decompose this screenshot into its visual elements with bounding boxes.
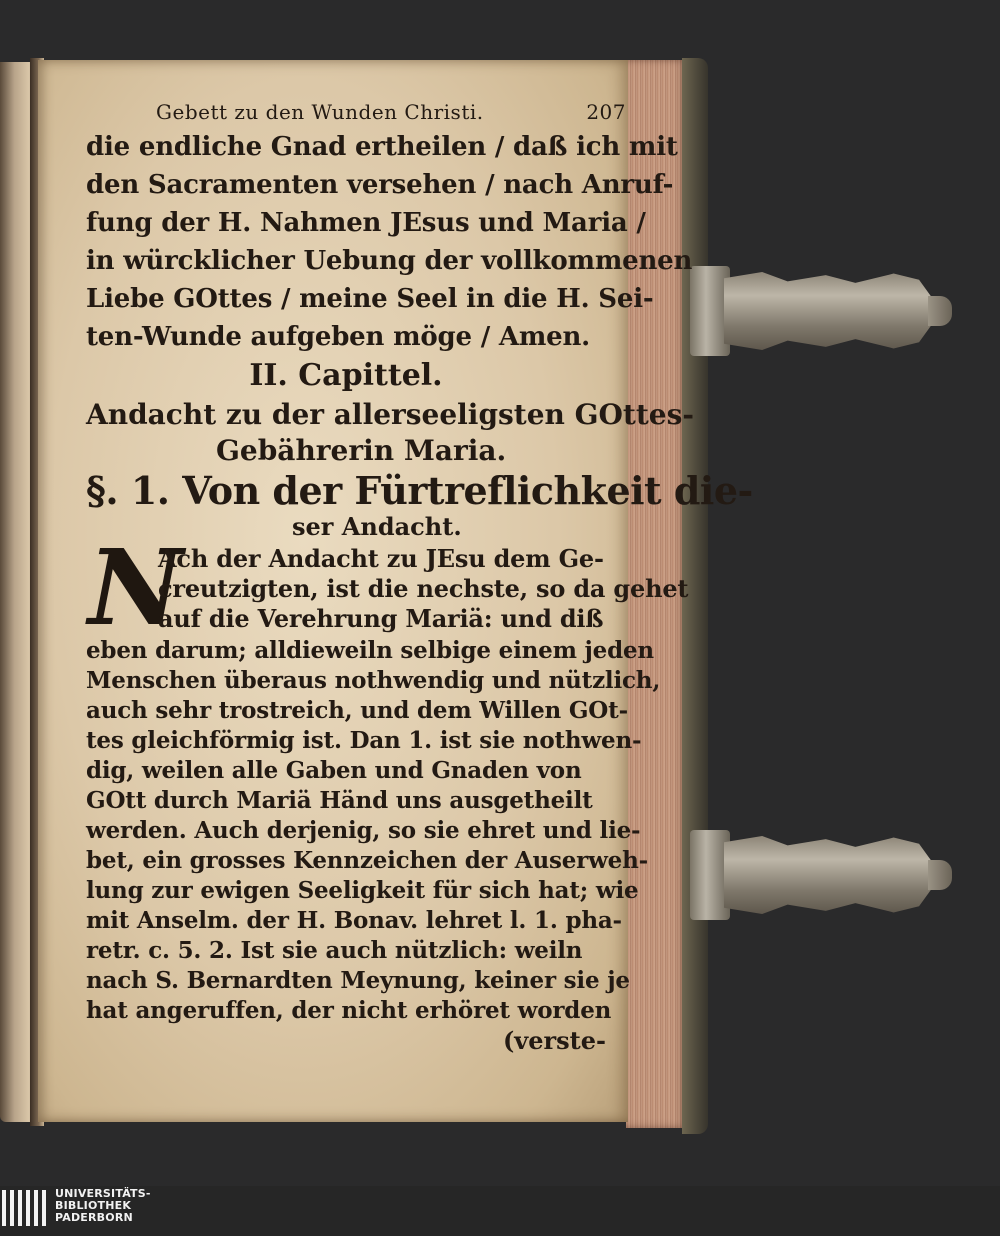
section-heading-line: §. 1. Von der Fürtreflichkeit die- <box>86 468 753 513</box>
running-head-title: Gebett zu den Wunden Christi. <box>156 100 484 124</box>
body-line: Menschen überaus nothwendig und nützlich, <box>86 667 661 694</box>
body-line: retr. c. 5. 2. Ist sie auch nützlich: weiln <box>86 937 583 964</box>
prayer-line: fung der H. Nahmen JEsus und Maria / <box>86 208 646 238</box>
logo-line: UNIVERSITÄTS- <box>55 1187 151 1200</box>
body-line: auf die Verehrung Mariä: und diß <box>158 604 604 633</box>
chapter-heading-line: Andacht zu der allerseeligsten GOttes- <box>86 398 695 431</box>
running-head <box>156 96 626 130</box>
prayer-line: ten-Wunde aufgeben möge / Amen. <box>86 322 591 352</box>
body-line: mit Anselm. der H. Bonav. lehret l. 1. pha- <box>86 907 622 934</box>
body-line: lung zur ewigen Seeligkeit für sich hat; wie <box>86 877 639 904</box>
section-heading-line: ser Andacht. <box>292 512 462 541</box>
body-line: eben darum; alldieweiln selbige einem jeden <box>86 637 654 664</box>
prayer-line: in würcklicher Uebung der vollkommenen <box>86 246 693 276</box>
drop-cap: N <box>88 526 184 649</box>
lower-clasp <box>690 830 952 920</box>
body-line: werden. Auch derjenig, so sie ehret und lie- <box>86 817 641 844</box>
chapter-heading-line: Gebährerin Maria. <box>216 434 507 467</box>
book-page <box>38 60 753 1122</box>
prayer-line: Liebe GOttes / meine Seel in die H. Sei- <box>86 284 654 314</box>
page-number: 207 <box>586 100 626 124</box>
body-line: bet, ein grosses Kennzeichen der Auserweh- <box>86 847 648 874</box>
catchword: (verste- <box>502 1026 606 1055</box>
prayer-line: die endliche Gnad ertheilen / daß ich mit <box>86 132 678 162</box>
logo-line: BIBLIOTHEK <box>55 1199 132 1212</box>
chapter-title: II. Capittel. <box>249 358 443 393</box>
body-line: hat angeruffen, der nicht erhöret worden <box>86 997 612 1024</box>
body-line: creutzigten, ist die nechste, so da gehet <box>158 574 689 603</box>
footer-bar <box>0 1186 1000 1236</box>
body-line: Ach der Andacht zu JEsu dem Ge- <box>158 544 604 573</box>
body-line: auch sehr trostreich, und dem Willen GOt- <box>86 697 628 724</box>
library-logo-text <box>55 1188 151 1224</box>
body-line: nach S. Bernardten Meynung, keiner sie je <box>86 967 630 994</box>
logo-line: PADERBORN <box>55 1211 133 1224</box>
library-logo-icon <box>2 1190 48 1226</box>
upper-clasp <box>690 266 952 356</box>
prayer-line: den Sacramenten versehen / nach Anruf- <box>86 170 674 200</box>
body-line: dig, weilen alle Gaben und Gnaden von <box>86 757 582 784</box>
body-line: GOtt durch Mariä Händ uns ausgetheilt <box>86 787 593 814</box>
body-line: tes gleichförmig ist. Dan 1. ist sie nothwen- <box>86 727 642 754</box>
